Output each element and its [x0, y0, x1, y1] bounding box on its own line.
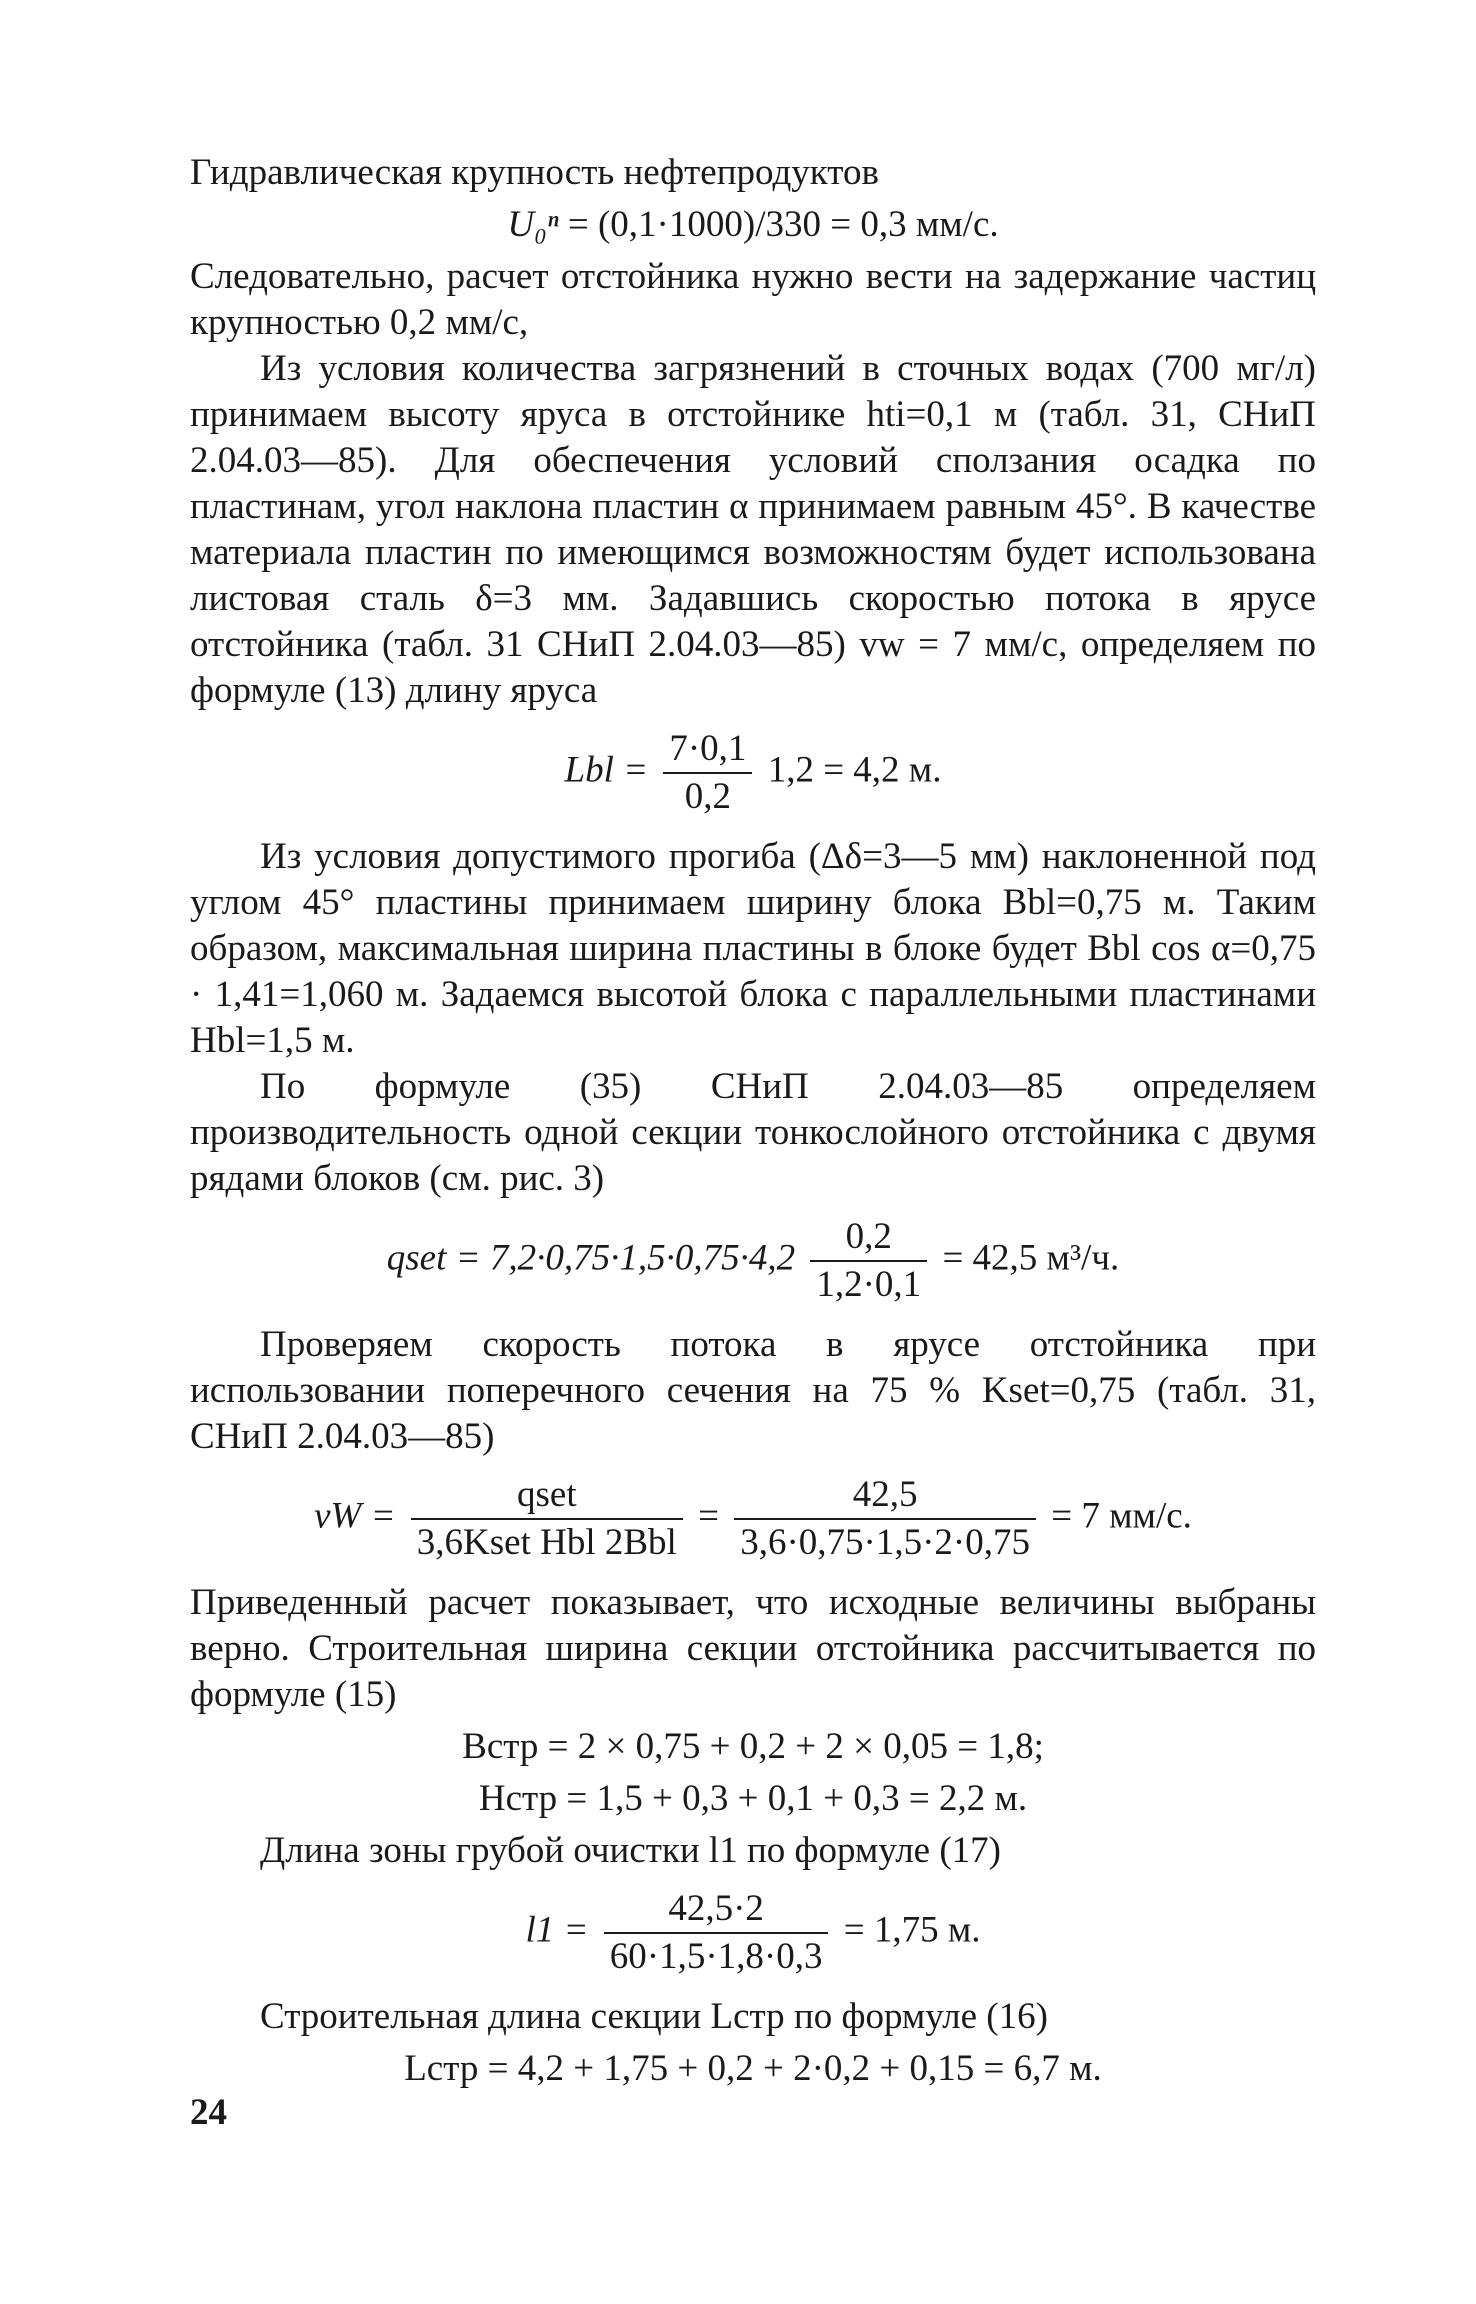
equation-hydraulic-size	[190, 202, 1316, 248]
equation-rhs: = 42,5 м³/ч.	[942, 1237, 1120, 1279]
equation-rhs: 1,2 = 4,2 м.	[767, 749, 942, 791]
fraction-numerator: qset	[411, 1474, 683, 1520]
paragraph-velocity-check: Проверяем скорость потока в ярусе отстойника при использовании поперечного сечения на 75 % Kset=0,75 (табл. 31, СНиП 2.04.03—85)	[190, 1324, 1316, 1457]
fraction	[604, 1888, 829, 1978]
equation-build-height: Hстр = 1,5 + 0,3 + 0,1 + 0,3 = 2,2 м.	[478, 1778, 1028, 1819]
fraction-denominator: 0,2	[684, 776, 732, 817]
page-number: 24	[190, 2092, 227, 2133]
fraction	[810, 1216, 927, 1306]
equation-lhs: U₀ⁿ	[507, 204, 559, 245]
equation-lhs: Lbl =	[564, 749, 649, 791]
equation-capacity	[190, 1216, 1316, 1306]
fraction	[411, 1474, 683, 1564]
equation-rough-zone	[190, 1888, 1316, 1978]
intro-text: Гидравлическая крупность нефтепродуктов	[190, 152, 879, 193]
fraction-denominator: 60·1,5·1,8·0,3	[609, 1936, 823, 1977]
paragraph-capacity: По формуле (35) СНиП 2.04.03—85 определяем производительность одной секции тонкослойного отстойника с двумя рядами блоков (см. рис. 3)	[190, 1066, 1316, 1199]
equation-lhs: qset = 7,2·0,75·1,5·0,75·4,2	[386, 1237, 796, 1279]
fraction-numerator: 42,5	[734, 1474, 1036, 1520]
fraction-denominator: 3,6Kset Hbl 2Bbl	[416, 1522, 677, 1563]
equation-velocity	[190, 1474, 1316, 1564]
fraction	[734, 1474, 1036, 1564]
paragraph-rough-zone: Длина зоны грубой очистки l1 по формуле (17)	[260, 1830, 1001, 1871]
equation-rhs: = (0,1·1000)/330 = 0,3 мм/с.	[558, 204, 999, 245]
equation-rhs: = 1,75 м.	[843, 1909, 981, 1951]
paragraph-block-width: Из условия допустимого прогиба (Δδ=3—5 мм) наклоненной под углом 45° пластины принимаем ширину блока Bbl=0,75 м. Таким образом, максимальная ширина пластины в блоке будет Bbl cos α=0,75 · 1,41=1,060 м. Задаемся высотой блока с параллельными пластинами Hbl=1,5 м.	[190, 836, 1316, 1061]
paragraph-result: Приведенный расчет показывает, что исходные величины выбраны верно. Строительная ширина секции отстойника рассчитывается по формуле (15)	[190, 1582, 1316, 1715]
fraction-numerator: 7·0,1	[663, 728, 752, 774]
equation-lhs: l1 =	[525, 1909, 589, 1951]
fraction-denominator: 1,2·0,1	[816, 1264, 922, 1305]
fraction	[663, 728, 752, 818]
equation-rhs: = 7 мм/с.	[1051, 1495, 1192, 1537]
paragraph-conclusion: Следовательно, расчет отстойника нужно вести на задержание частиц крупностью 0,2 мм/с,	[190, 256, 1316, 343]
paragraph-tier-height: Из условия количества загрязнений в сточных водах (700 мг/л) принимаем высоту яруса в отстойнике hti=0,1 м (табл. 31, СНиП 2.04.03—85). Для обеспечения условий сползания осадка по пластинам, угол наклона пластин α принимаем равным 45°. В качестве материала пластин по имеющимся возможностям будет использована листовая сталь δ=3 мм. Задавшись скоростью потока в ярусе отстойника (табл. 31 СНиП 2.04.03—85) vw = 7 мм/с, определяем по формуле (13) длину яруса	[190, 348, 1316, 711]
equation-lhs: vW =	[314, 1495, 396, 1537]
equals-sign: =	[698, 1495, 719, 1537]
fraction-numerator: 0,2	[810, 1216, 927, 1262]
fraction-denominator: 3,6·0,75·1,5·2·0,75	[740, 1522, 1030, 1563]
equation-build-length: Lстр = 4,2 + 1,75 + 0,2 + 2·0,2 + 0,15 = 6,7 м.	[404, 2048, 1102, 2089]
equation-tier-length	[190, 728, 1316, 818]
paragraph-build-length: Строительная длина секции Lстр по формуле (16)	[260, 1996, 1048, 2037]
equation-build-width: Bстр = 2 × 0,75 + 0,2 + 2 × 0,05 = 1,8;	[462, 1726, 1044, 1767]
fraction-numerator: 42,5·2	[604, 1888, 829, 1934]
